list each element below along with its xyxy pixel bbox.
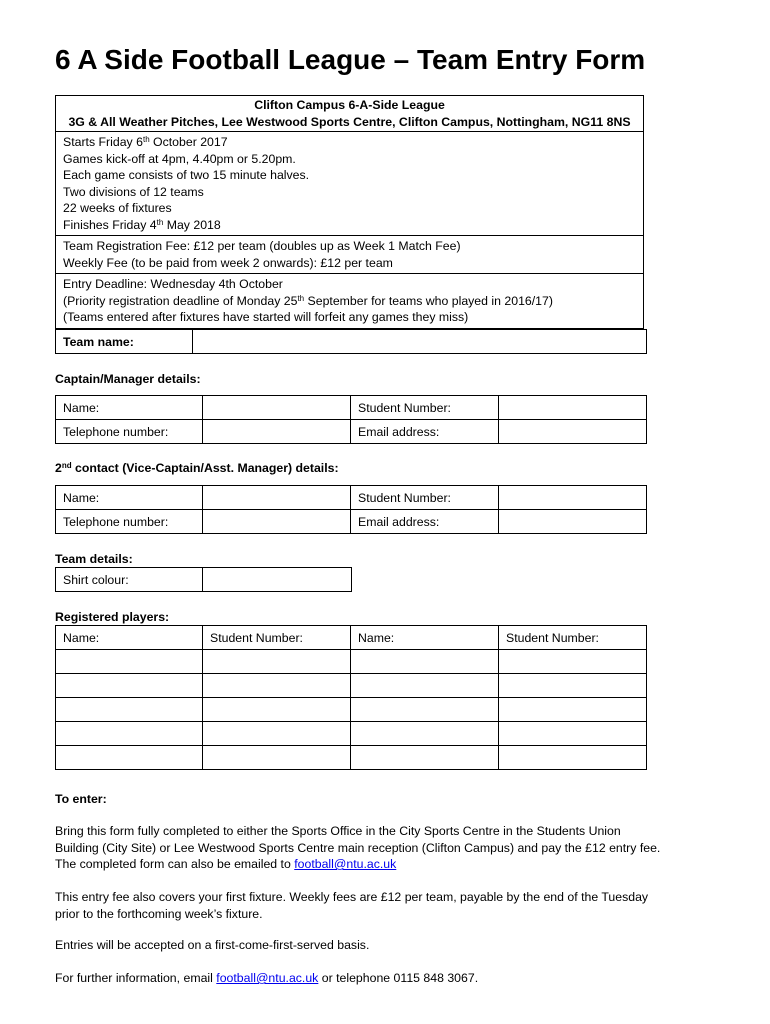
- enter-p1-line3: The completed form can also be emailed to football@ntu.ac.uk: [55, 857, 397, 871]
- players-table: [55, 625, 647, 770]
- player-cell[interactable]: [203, 722, 351, 746]
- team-name-table: [55, 329, 647, 354]
- enter-p2-line2: prior to the forthcoming week’s fixture.: [55, 906, 263, 921]
- player-cell[interactable]: [56, 674, 203, 698]
- start-date: Starts Friday 6th October 2017: [63, 135, 228, 149]
- league-info-box: [55, 95, 644, 329]
- player-cell[interactable]: [351, 698, 499, 722]
- captain-student-number-field[interactable]: [499, 396, 647, 420]
- table-row: [56, 510, 647, 534]
- finish-date: Finishes Friday 4th May 2018: [63, 217, 221, 232]
- email-link[interactable]: football@ntu.ac.uk: [294, 857, 397, 871]
- enter-paragraph-1: [55, 823, 715, 873]
- info-fees: [56, 235, 643, 273]
- second-telephone-field[interactable]: [203, 510, 351, 534]
- table-row: [56, 486, 647, 510]
- player-cell[interactable]: [499, 746, 647, 770]
- table-row: [56, 650, 647, 674]
- player-cell[interactable]: [56, 698, 203, 722]
- player-cell[interactable]: [203, 698, 351, 722]
- enter-paragraph-4: For further information, email football@ntu.ac.uk or telephone 0115 848 3067.: [55, 971, 479, 985]
- game-halves: Each game consists of two 15 minute halves.: [63, 168, 310, 182]
- player-cell[interactable]: [203, 650, 351, 674]
- captain-name-field[interactable]: [203, 396, 351, 420]
- entry-deadline: Entry Deadline: Wednesday 4th October: [63, 277, 283, 291]
- team-details-heading: Team details:: [55, 552, 133, 566]
- page-title: 6 A Side Football League – Team Entry Form: [55, 44, 646, 75]
- player-cell[interactable]: [56, 650, 203, 674]
- divisions: Two divisions of 12 teams: [63, 184, 204, 199]
- table-row: [56, 698, 647, 722]
- info-header-line2: 3G & All Weather Pitches, Lee Westwood Sports Centre, Clifton Campus, Nottingham, NG11 8NS: [68, 114, 631, 129]
- second-student-number-label: Student Number:: [351, 486, 499, 510]
- second-telephone-label: Telephone number:: [56, 510, 203, 534]
- enter-paragraph-2: [55, 889, 715, 922]
- email-link[interactable]: football@ntu.ac.uk: [216, 971, 319, 985]
- second-contact-heading: 2nd contact (Vice-Captain/Asst. Manager) details:: [55, 461, 339, 475]
- column-header-name: Name:: [351, 626, 499, 650]
- registration-fee: Team Registration Fee: £12 per team (doubles up as Week 1 Match Fee): [63, 239, 461, 253]
- table-header-row: [56, 626, 647, 650]
- team-name-field[interactable]: [193, 330, 647, 354]
- shirt-colour-label: Shirt colour:: [56, 568, 203, 592]
- to-enter-heading: To enter:: [55, 792, 107, 806]
- player-cell[interactable]: [203, 746, 351, 770]
- enter-p1-line1: Bring this form fully completed to either the Sports Office in the City Sports Centre in the Students Union: [55, 824, 621, 838]
- player-cell[interactable]: [203, 674, 351, 698]
- second-contact-table: [55, 485, 647, 534]
- team-name-label: Team name:: [56, 330, 193, 354]
- captain-email-field[interactable]: [499, 420, 647, 444]
- captain-email-label: Email address:: [351, 420, 499, 444]
- captain-name-label: Name:: [56, 396, 203, 420]
- captain-table: [55, 395, 647, 444]
- info-header-line1: Clifton Campus 6-A-Side League: [254, 98, 445, 112]
- forfeit-note: (Teams entered after fixtures have started will forfeit any games they miss): [63, 310, 469, 324]
- player-cell[interactable]: [351, 722, 499, 746]
- info-deadline: [56, 273, 643, 328]
- second-email-label: Email address:: [351, 510, 499, 534]
- weeks: 22 weeks of fixtures: [63, 201, 172, 215]
- players-heading: Registered players:: [55, 610, 170, 624]
- player-cell[interactable]: [351, 650, 499, 674]
- column-header-name: Name:: [56, 626, 203, 650]
- player-cell[interactable]: [499, 698, 647, 722]
- enter-p1-line2: Building (City Site) or Lee Westwood Sports Centre main reception (Clifton Campus) and pay the £12 entry fee.: [55, 840, 661, 855]
- second-email-field[interactable]: [499, 510, 647, 534]
- column-header-student-number: Student Number:: [203, 626, 351, 650]
- info-header: [56, 96, 643, 131]
- second-name-label: Name:: [56, 486, 203, 510]
- captain-student-number-label: Student Number:: [351, 396, 499, 420]
- player-cell[interactable]: [56, 722, 203, 746]
- captain-heading: Captain/Manager details:: [55, 372, 201, 386]
- enter-paragraph-3: Entries will be accepted on a first-come-first-served basis.: [55, 938, 370, 952]
- kickoff-times: Games kick-off at 4pm, 4.40pm or 5.20pm.: [63, 151, 296, 166]
- player-cell[interactable]: [499, 722, 647, 746]
- captain-telephone-label: Telephone number:: [56, 420, 203, 444]
- priority-deadline: (Priority registration deadline of Monday 25th September for teams who played in 2016/17): [63, 293, 553, 308]
- table-row: [56, 420, 647, 444]
- second-name-field[interactable]: [203, 486, 351, 510]
- captain-telephone-field[interactable]: [203, 420, 351, 444]
- table-row: [56, 746, 647, 770]
- player-cell[interactable]: [499, 674, 647, 698]
- enter-p2-line1: This entry fee also covers your first fixture. Weekly fees are £12 per team, payable by the end of the Tuesday: [55, 890, 649, 904]
- second-student-number-field[interactable]: [499, 486, 647, 510]
- table-row: [56, 568, 352, 592]
- table-row: [56, 674, 647, 698]
- column-header-student-number: Student Number:: [499, 626, 647, 650]
- team-details-table: [55, 567, 352, 592]
- table-row: [56, 396, 647, 420]
- table-row: [56, 722, 647, 746]
- player-cell[interactable]: [56, 746, 203, 770]
- info-schedule: [56, 131, 643, 235]
- table-row: [56, 330, 647, 354]
- player-cell[interactable]: [499, 650, 647, 674]
- player-cell[interactable]: [351, 746, 499, 770]
- weekly-fee: Weekly Fee (to be paid from week 2 onwards): £12 per team: [63, 255, 393, 270]
- player-cell[interactable]: [351, 674, 499, 698]
- shirt-colour-field[interactable]: [203, 568, 352, 592]
